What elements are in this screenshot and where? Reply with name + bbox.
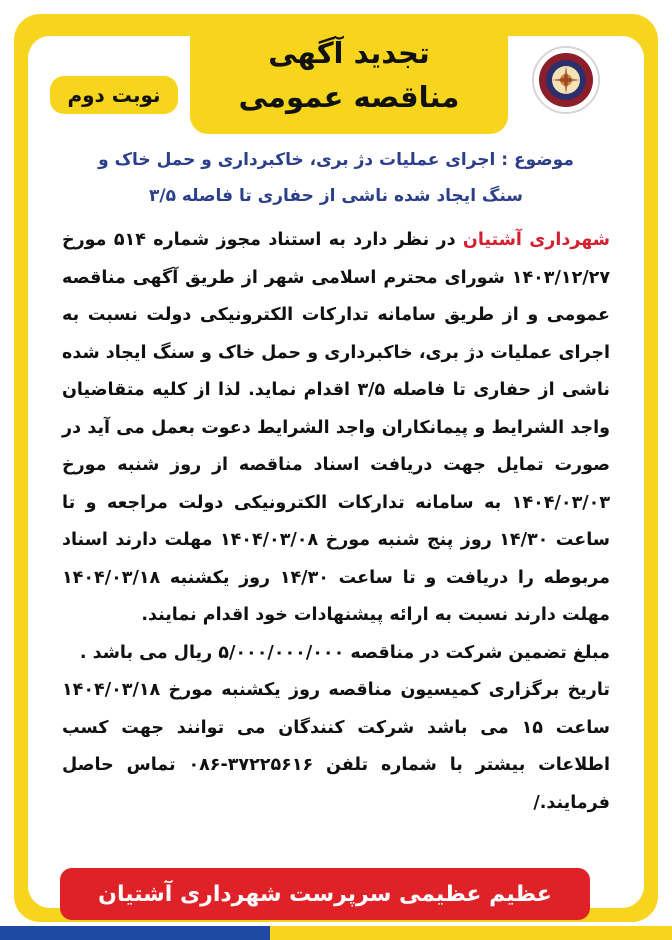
round-badge-label: نوبت دوم [67, 83, 161, 107]
subject-line-1: موضوع : اجرای عملیات دژ بری، خاکبرداری و حمل خاک و [98, 150, 574, 170]
guarantee-paragraph: مبلغ تضمین شرکت در مناقصه ۵/۰۰۰/۰۰۰/۰۰۰ ریال می باشد . [79, 642, 610, 663]
footer-band [0, 926, 672, 940]
notice-content [62, 142, 610, 822]
title-line-1: تجدید آگهی [268, 36, 430, 70]
commission-paragraph: تاریخ برگزاری کمیسیون مناقصه روز یکشنبه مورخ ۱۴۰۴/۰۳/۱۸ ساعت ۱۵ می باشد شرکت کنندگان می توانند جهت کسب اطلاعات بیشتر با شماره تلفن ۳۷۲۲۵۶۱۶-۰۸۶ تماس حاصل فرمایند./ [62, 680, 610, 813]
municipality-emblem-icon [534, 48, 598, 112]
title-box [190, 16, 508, 134]
subject-line-2: سنگ ایجاد شده ناشی از حفاری تا فاصله ۳/۵ [148, 186, 524, 206]
paragraph-main-text: در نظر دارد به استناد مجوز شماره ۵۱۴ مورخ ۱۴۰۳/۱۲/۲۷ شورای محترم اسلامی شهر از طریق آگهی مناقصه عمومی و از طریق سامانه تدارکات الکترونیکی دولت نسبت به اجرای عملیات دژ بری، خاکبرداری و حمل خاک و سنگ ایجاد شده ناشی از حفاری تا فاصله ۳/۵ اقدام نماید. لذا از کلیه متقاضیان واجد الشرایط و پیمانکاران واجد الشرایط دعوت بعمل می آید در صورت تمایل جهت دریافت اسناد مناقصه از روز شنبه مورخ ۱۴۰۴/۰۳/۰۳ به سامانه تدارکات الکترونیکی دولت مراجعه و تا ساعت ۱۴/۳۰ روز پنج شنبه مورخ ۱۴۰۴/۰۳/۰۸ مهلت دارند اسناد مربوطه را دریافت و تا ساعت ۱۴/۳۰ روز یکشنبه ۱۴۰۴/۰۳/۱۸ مهلت دارند نسبت به ارائه پیشنهادات خود اقدام نمایند. [62, 230, 611, 625]
subject [62, 142, 610, 214]
signature-text: عظیم عظیمی سرپرست شهرداری آشتیان [98, 881, 552, 907]
footer-band-yellow [270, 926, 672, 940]
round-badge [50, 76, 178, 114]
org-name: شهرداری آشتیان [462, 230, 610, 250]
title-line-2: مناقصه عمومی [238, 80, 460, 114]
signature-banner [60, 868, 590, 920]
notice-body [62, 222, 610, 822]
municipality-logo [532, 46, 600, 114]
paragraph-main [62, 222, 610, 635]
